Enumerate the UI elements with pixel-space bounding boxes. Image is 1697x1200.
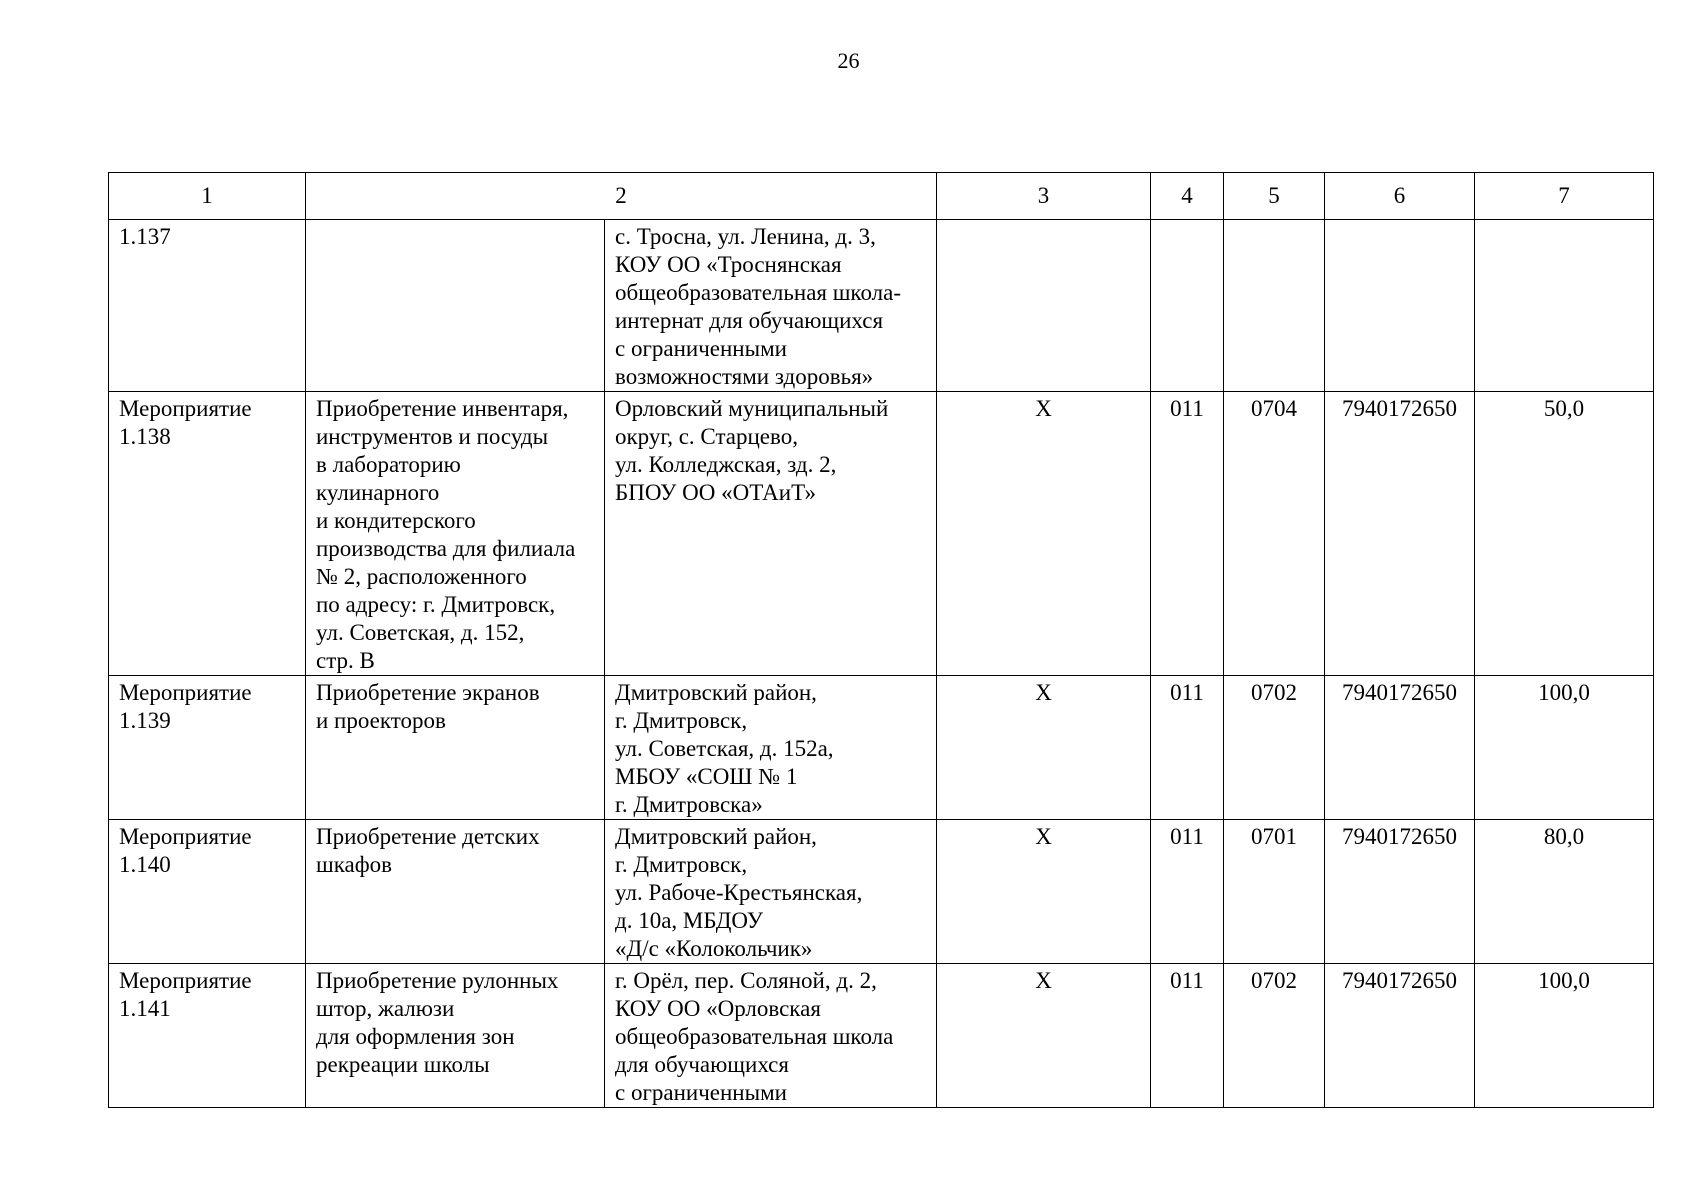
measure-col-5 — [1224, 220, 1325, 392]
measure-col-6: 7940172650 — [1325, 392, 1475, 676]
measure-col-6 — [1325, 220, 1475, 392]
page-number: 26 — [837, 48, 860, 73]
measure-col-4: 011 — [1151, 964, 1224, 1108]
measure-address: Дмитровский район, г. Дмитровск, ул. Советская, д. 152а, МБОУ «СОШ № 1 г. Дмитровска» — [605, 676, 937, 820]
measure-address: Орловский муниципальный округ, с. Старцево, ул. Колледжская, зд. 2, БПОУ ОО «ОТАиТ» — [605, 392, 937, 676]
table-header-row — [109, 173, 1654, 220]
measure-col-3: Х — [937, 820, 1151, 964]
measure-description: Приобретение инвентаря, инструментов и посуды в лабораторию кулинарного и кондитерского производства для филиала № 2, расположенного по адресу: г. Дмитровск, ул. Советская, д. 152, стр. В — [306, 392, 605, 676]
measure-description: Приобретение экранов и проекторов — [306, 676, 605, 820]
header-cell-5: 5 — [1224, 173, 1325, 220]
measure-amount: 50,0 — [1475, 392, 1654, 676]
measure-col-5: 0702 — [1224, 676, 1325, 820]
header-cell-4: 4 — [1151, 173, 1224, 220]
table-row — [109, 964, 1654, 1108]
measure-col-4: 011 — [1151, 392, 1224, 676]
measure-col-6: 7940172650 — [1325, 676, 1475, 820]
measure-address: г. Орёл, пер. Соляной, д. 2, КОУ ОО «Орловская общеобразовательная школа для обучающихся с ограниченными — [605, 964, 937, 1108]
header-cell-2: 2 — [306, 173, 937, 220]
measure-number: Мероприятие 1.139 — [109, 676, 306, 820]
table-row — [109, 820, 1654, 964]
measure-col-5: 0702 — [1224, 964, 1325, 1108]
measure-col-3: Х — [937, 964, 1151, 1108]
measure-col-3 — [937, 220, 1151, 392]
measure-col-5: 0701 — [1224, 820, 1325, 964]
measure-amount: 100,0 — [1475, 676, 1654, 820]
measure-amount: 100,0 — [1475, 964, 1654, 1108]
measure-description: Приобретение рулонных штор, жалюзи для оформления зон рекреации школы — [306, 964, 605, 1108]
measure-col-6: 7940172650 — [1325, 964, 1475, 1108]
measures-table — [108, 172, 1654, 1108]
table-row — [109, 392, 1654, 676]
table-row — [109, 676, 1654, 820]
table-row — [109, 220, 1654, 392]
measure-description: Приобретение детских шкафов — [306, 820, 605, 964]
measure-col-4: 011 — [1151, 820, 1224, 964]
header-cell-3: 3 — [937, 173, 1151, 220]
measure-col-6: 7940172650 — [1325, 820, 1475, 964]
measure-amount: 80,0 — [1475, 820, 1654, 964]
measure-number: 1.137 — [109, 220, 306, 392]
measure-col-3: Х — [937, 676, 1151, 820]
measure-number: Мероприятие 1.141 — [109, 964, 306, 1108]
header-cell-7: 7 — [1475, 173, 1654, 220]
measure-col-3: Х — [937, 392, 1151, 676]
measure-amount — [1475, 220, 1654, 392]
measure-col-4: 011 — [1151, 676, 1224, 820]
measure-number: Мероприятие 1.140 — [109, 820, 306, 964]
header-cell-6: 6 — [1325, 173, 1475, 220]
header-cell-1: 1 — [109, 173, 306, 220]
measure-description — [306, 220, 605, 392]
measure-col-4 — [1151, 220, 1224, 392]
measure-address: Дмитровский район, г. Дмитровск, ул. Рабоче-Крестьянская, д. 10а, МБДОУ «Д/с «Колокольчик» — [605, 820, 937, 964]
measure-number: Мероприятие 1.138 — [109, 392, 306, 676]
measure-col-5: 0704 — [1224, 392, 1325, 676]
measure-address: с. Тросна, ул. Ленина, д. 3, КОУ ОО «Троснянская общеобразовательная школа- интернат для обучающихся с ограниченными возможностями здоровья» — [605, 220, 937, 392]
